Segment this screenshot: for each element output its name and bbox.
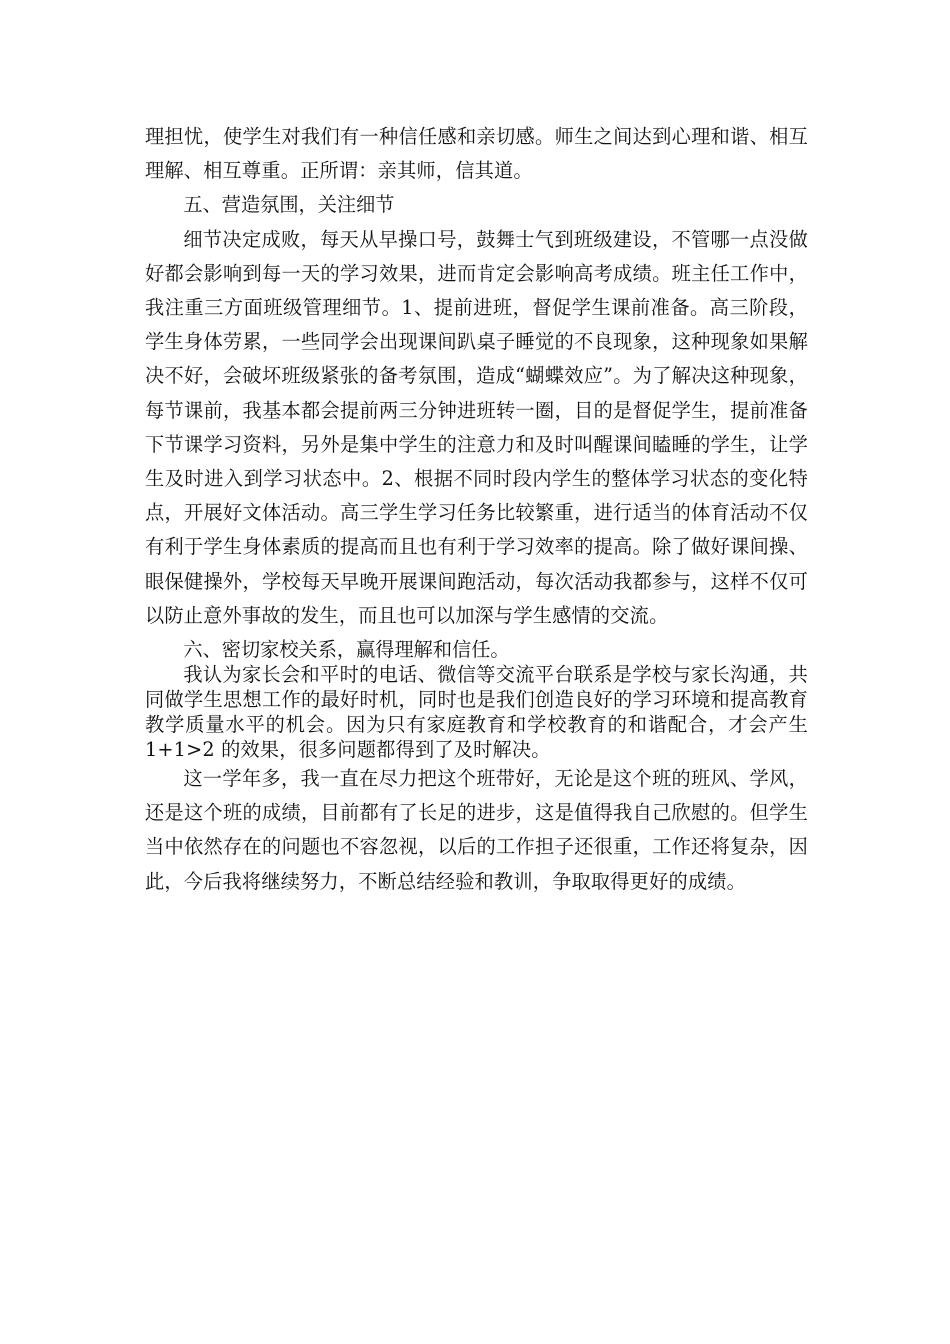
paragraph-parents: 我认为家长会和平时的电话、微信等交流平台联系是学校与家长沟通，共同做学生思想工作的最好时机，同时也是我们创造良好的学习环境和提高教育教学质量水平的机会。因为只有家庭教育和学校教育的和谐配合，才会产生 1+1>2 的效果，很多问题都得到了及时解决。 (145, 663, 808, 762)
paragraph-summary: 这一学年多，我一直在尽力把这个班带好，无论是这个班的班风、学风，还是这个班的成绩，目前都有了长足的进步，这是值得我自己欣慰的。但学生当中依然存在的问题也不容忽视，以后的工作担子还很重，工作还将复杂，因此，今后我将继续努力，不断总结经验和教训，争取取得更好的成绩。 (145, 767, 808, 893)
paragraph-details: 细节决定成败，每天从早操口号，鼓舞士气到班级建设，不管哪一点没做好都会影响到每一天的学习效果，进而肯定会影响高考成绩。班主任工作中，我注重三方面班级管理细节。1、提前进班，督促学生课前准备。高三阶段，学生身体劳累，一些同学会出现课间趴桌子睡觉的不良现象，这种现象如果解决不好，会破坏班级紧张的备考氛围，造成“蝴蝶效应”。为了解决这种现象，每节课前，我基本都会提前两三分钟进班转一圈，目的是督促学生，提前准备下节课学习资料，另外是集中学生的注意力和及时叫醒课间瞌睡的学生，让学生及时进入到学习状态中。2、根据不同时段内学生的整体学习状态的变化特点，开展好文体活动。高三学生学习任务比较繁重，进行适当的体育活动不仅有利于学生身体素质的提高而且也有利于学习效率的提高。除了做好课间操、眼保健操外，学校每天早晚开展课间跑活动，每次活动我都参与，这样不仅可以防止意外事故的发生，而且也可以加深与学生感情的交流。 (145, 227, 808, 627)
paragraph-continued: 理担忧，使学生对我们有一种信任感和亲切感。师生之间达到心理和谐、相互理解、相互尊重。正所谓：亲其师，信其道。 (145, 125, 808, 183)
section-heading-6: 六、密切家校关系，赢得理解和信任。 (183, 638, 510, 662)
document-page (145, 120, 808, 899)
section-heading-5: 五、营造氛围，关注细节 (183, 193, 395, 217)
